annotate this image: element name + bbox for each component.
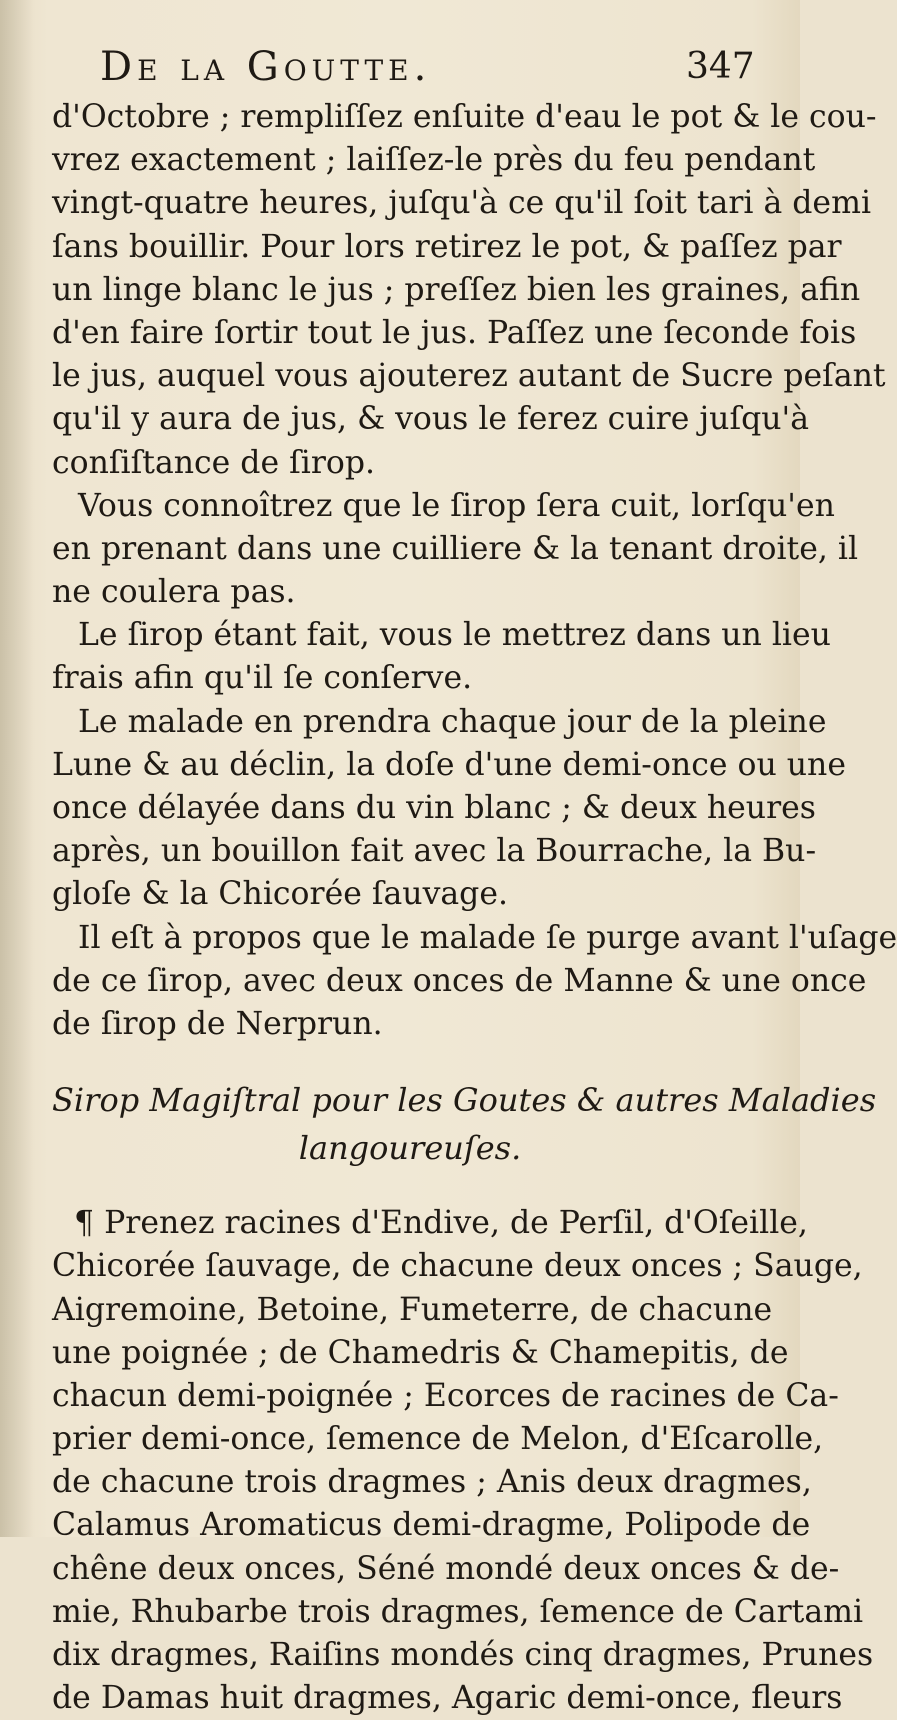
text-line: en prenant dans une cuilliere & la tenant droite, il	[52, 530, 859, 567]
text-line: de Damas huit dragmes, Agaric demi-once, fleurs	[52, 1680, 843, 1717]
text-line: mie, Rhubarbe trois dragmes, ſemence de Cartami	[52, 1593, 864, 1630]
page-gutter-shadow	[0, 0, 34, 1537]
recipe-heading-line: Sirop Magiſtral pour les Goutes & autres Maladies	[52, 1081, 877, 1120]
text-line: le jus, auquel vous ajouterez autant de Sucre peſant	[52, 358, 886, 395]
text-line: Chicorée ſauvage, de chacune deux onces ; Sauge,	[52, 1248, 863, 1285]
paragraph-storage	[52, 614, 831, 700]
text-line: ne coulera pas.	[52, 574, 296, 611]
text-line: Il eſt à propos que le malade ſe purge avant l'uſage	[78, 919, 897, 956]
text-line: Vous connoîtrez que le ſirop ſera cuit, lorſqu'en	[78, 487, 835, 524]
text-line: Calamus Aromaticus demi-dragme, Polipode de	[52, 1507, 811, 1544]
recipe-first-line: Prenez racines d'Endive, de Perſil, d'Oſeille,	[104, 1205, 808, 1242]
text-line: de ce ſirop, avec deux onces de Manne & une once	[52, 962, 867, 999]
text-line: frais afin qu'il ſe conſerve.	[52, 660, 473, 697]
text-line: Lune & au déclin, la doſe d'une demi-once ou une	[52, 746, 846, 783]
text-line: Le malade en prendra chaque jour de la pleine	[78, 703, 827, 740]
pilcrow-mark: ¶	[74, 1205, 95, 1242]
text-line: Aigremoine, Betoine, Fumeterre, de chacune	[52, 1291, 773, 1328]
text-line: dix dragmes, Raiſins mondés cinq dragmes, Prunes	[52, 1637, 874, 1673]
text-line	[52, 1202, 808, 1245]
running-title: De la Goutte.	[100, 44, 432, 90]
text-line: Le ſirop étant fait, vous le mettrez dans un lieu	[78, 617, 831, 654]
text-line: chêne deux onces, Séné mondé deux onces & de-	[52, 1550, 840, 1587]
text-line: un linge blanc le jus ; preſſez bien les graines, afin	[52, 271, 861, 308]
text-line: de chacune trois dragmes ; Anis deux dragmes,	[52, 1464, 812, 1501]
text-line: de ſirop de Nerprun.	[52, 1005, 383, 1042]
paragraph-recipe	[52, 1202, 874, 1720]
text-line: une poignée ; de Chamedris & Chamepitis, de	[52, 1334, 789, 1371]
text-line: ſans bouillir. Pour lors retirez le pot, & paſſez par	[52, 228, 842, 265]
text-line: prier demi-once, ſemence de Melon, d'Eſcarolle,	[52, 1421, 824, 1458]
text-line: vingt-quatre heures, juſqu'à ce qu'il ſoit tari à demi	[52, 185, 872, 222]
page-body	[52, 96, 897, 1720]
paragraph-preparation	[52, 96, 886, 485]
paragraph-purge	[52, 917, 897, 1047]
text-line: vrez exactement ; laiſſez-le près du feu pendant	[52, 142, 816, 179]
page-number: 347	[686, 46, 755, 87]
recipe-heading	[52, 1076, 877, 1172]
text-line: d'en faire ſortir tout le jus. Paſſez une ſeconde fois	[52, 314, 857, 351]
text-line: d'Octobre ; rempliſſez enſuite d'eau le pot & le cou-	[52, 99, 877, 135]
page-header	[0, 44, 800, 94]
text-line: once délayée dans du vin blanc ; & deux heures	[52, 790, 816, 826]
text-line: qu'il y aura de jus, & vous le ferez cuire juſqu'à	[52, 401, 809, 438]
paragraph-dosage	[52, 701, 846, 917]
text-line: après, un bouillon fait avec la Bourrache, la Bu-	[52, 833, 817, 870]
recipe-heading-line: langoureuſes.	[298, 1129, 522, 1168]
text-line: gloſe & la Chicorée ſauvage.	[52, 876, 508, 913]
paragraph-cooking-test	[52, 485, 859, 615]
text-line: chacun demi-poignée ; Ecorces de racines de Ca-	[52, 1377, 839, 1414]
text-line: conſiſtance de ſirop.	[52, 444, 376, 481]
